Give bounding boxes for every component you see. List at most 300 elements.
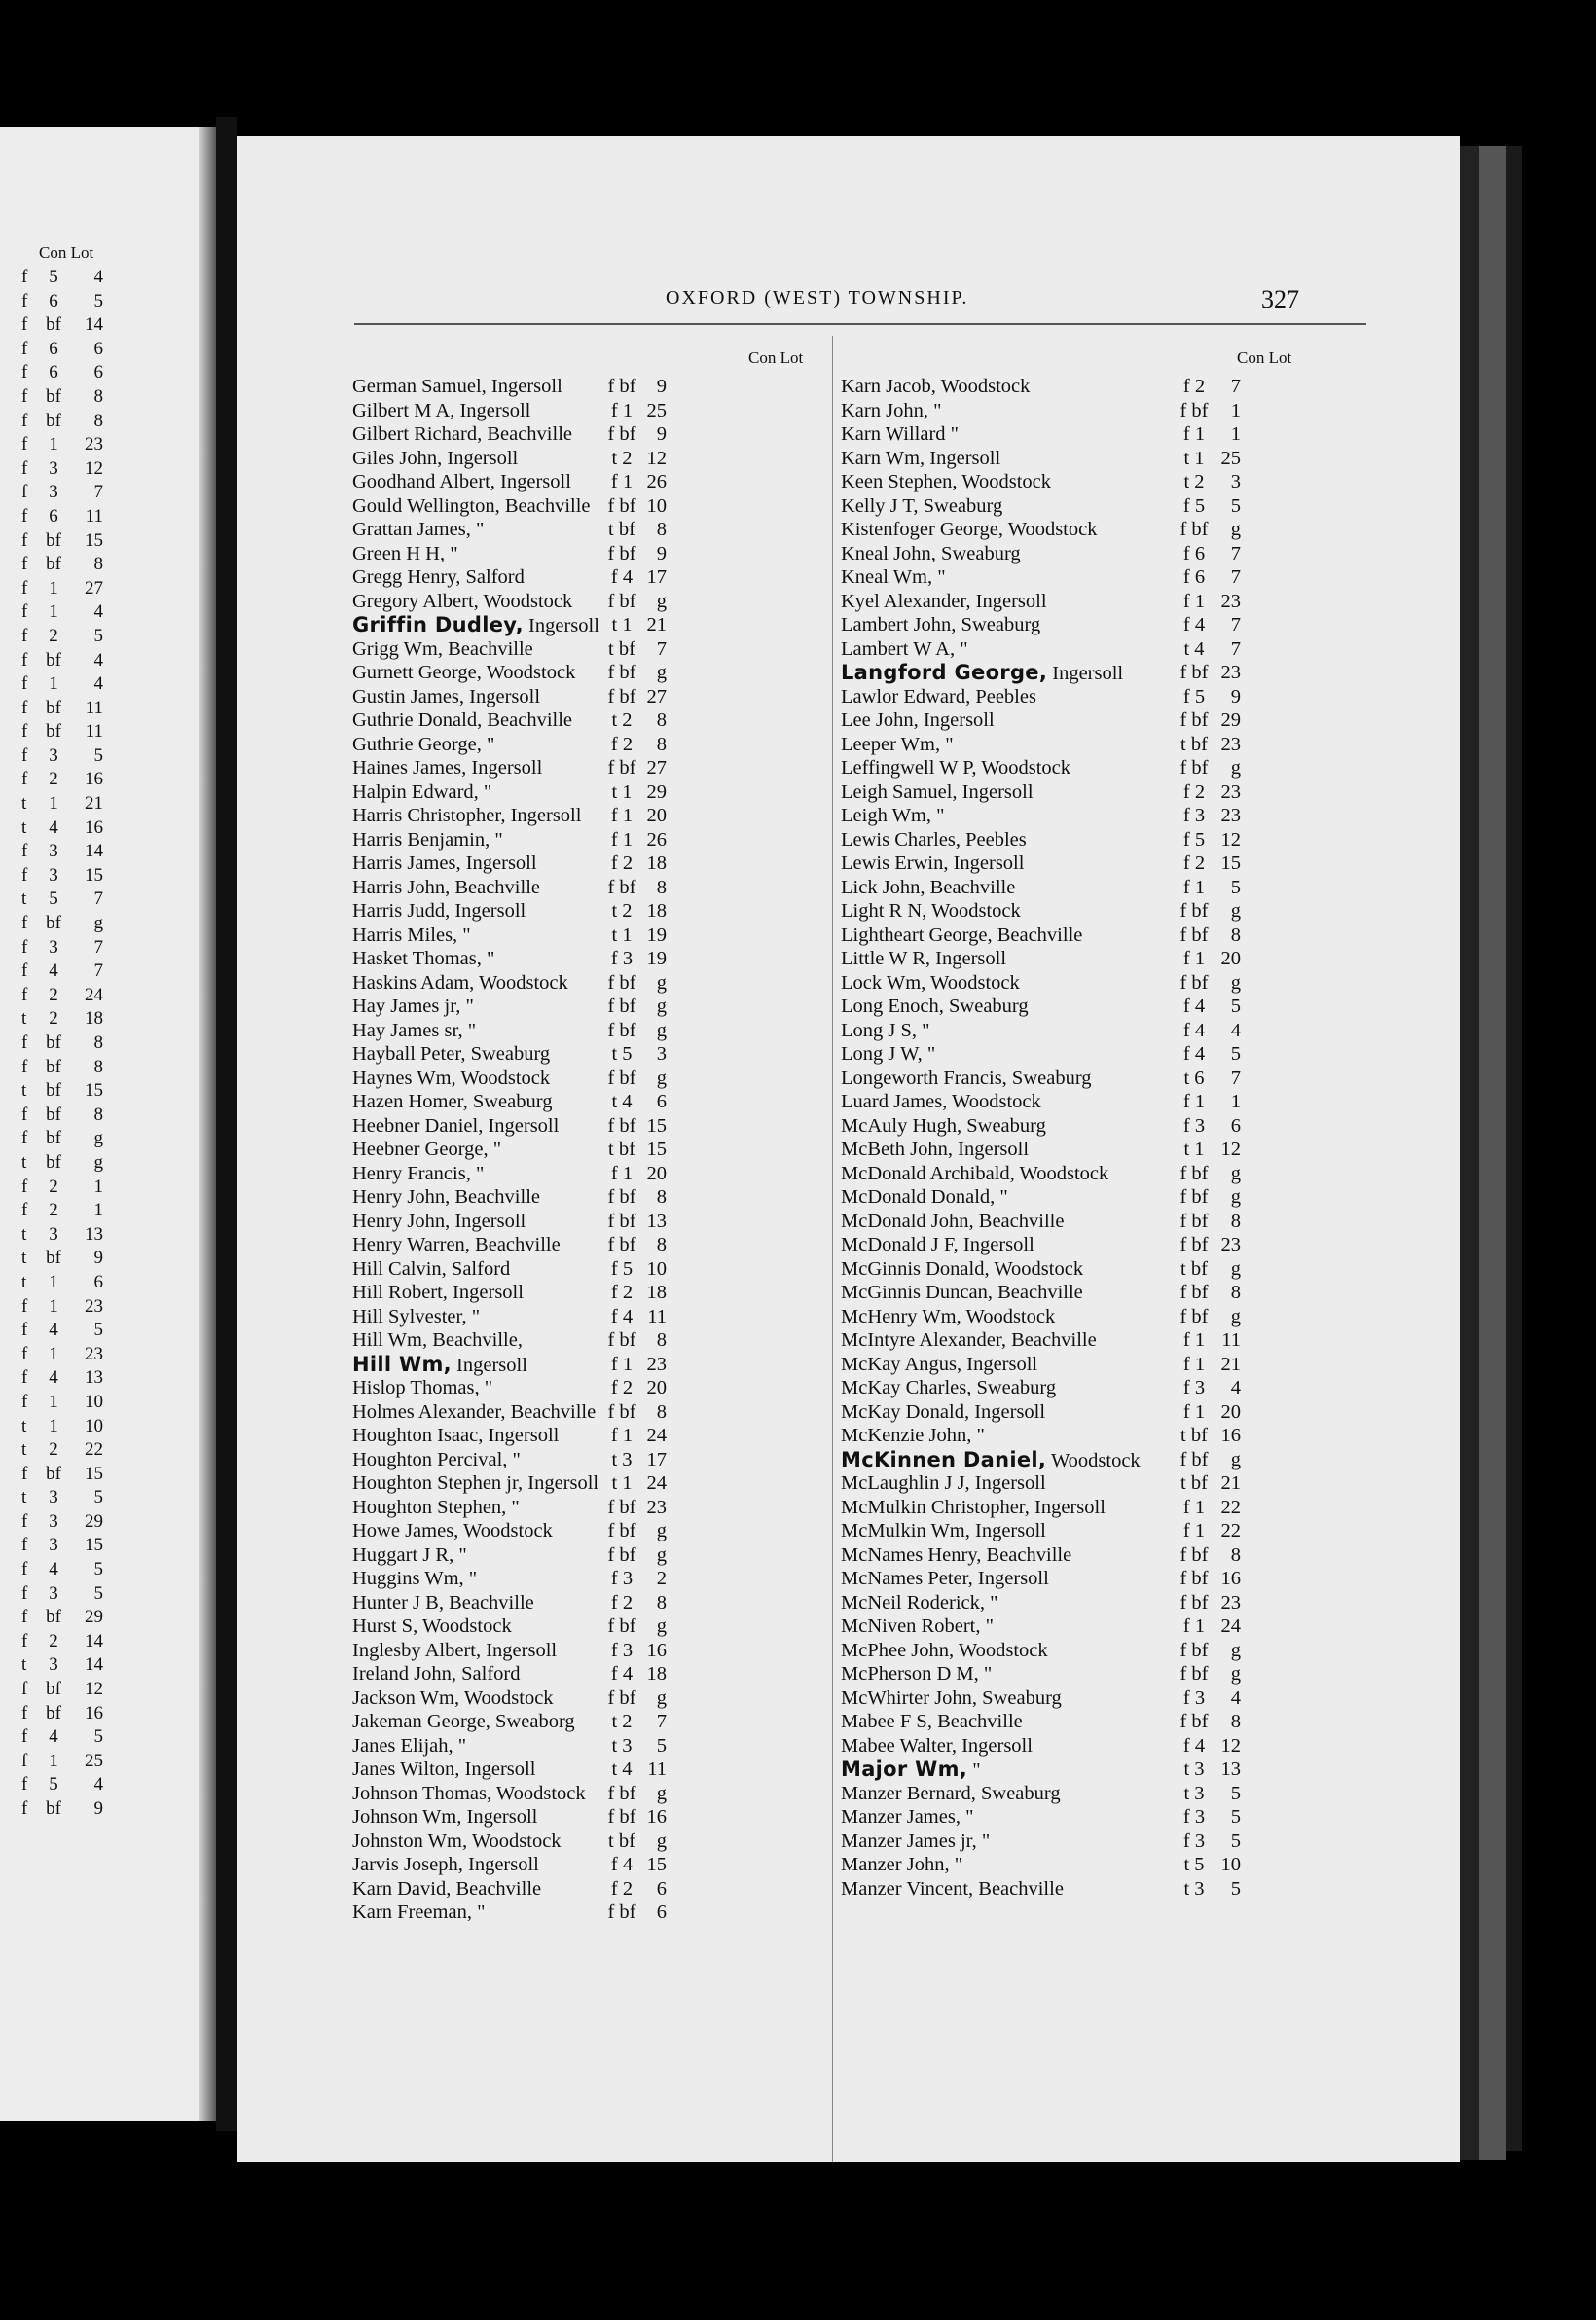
entry-con: f bf: [607, 1686, 636, 1709]
left-page-row: [21, 1391, 103, 1415]
entry-name: [841, 1114, 1046, 1139]
directory-entry: [841, 1877, 1386, 1902]
left-page-row: [21, 625, 103, 649]
entry-name-text: McDonald Donald, ": [841, 1186, 1008, 1208]
entry-lot: 17: [646, 1448, 667, 1470]
entry-name: [352, 613, 599, 638]
entry-name: [841, 1305, 1055, 1329]
left-page-cell: 5: [93, 1726, 103, 1748]
left-page-cell: 7: [93, 936, 103, 958]
entry-lot: 4: [1230, 1377, 1241, 1398]
entry-lot: 8: [656, 1234, 667, 1255]
directory-entry: [841, 590, 1386, 614]
entry-name: [841, 1233, 1034, 1257]
entry-lot: 21: [1220, 1472, 1241, 1494]
entry-lot: 5: [1230, 1043, 1241, 1065]
directory-entry: [352, 1328, 819, 1353]
entry-name: [352, 876, 540, 900]
left-page-cell: 15: [85, 1080, 103, 1102]
entry-lot: 29: [646, 780, 667, 803]
entry-name: [352, 1162, 484, 1186]
entry-name-text: Houghton Stephen, ": [352, 1496, 520, 1518]
entry-name-text: Green H H, ": [352, 542, 458, 564]
entry-name-text: Goodhand Albert, Ingersoll: [352, 471, 571, 492]
directory-entry: [352, 1877, 819, 1902]
entry-con: f 1: [1182, 1615, 1206, 1637]
left-page-row: [21, 936, 103, 961]
entry-name-text: Heebner George, ": [352, 1139, 502, 1160]
entry-con: f 4: [1182, 996, 1206, 1017]
entry-lot: 7: [1230, 566, 1241, 588]
left-page-cell: 6: [93, 1271, 103, 1292]
entry-name-text: Karn Wm, Ingersoll: [841, 447, 1001, 469]
entry-name: [352, 637, 533, 662]
left-page-cell: 6: [93, 362, 103, 383]
entry-con: t bf: [608, 1139, 635, 1160]
entry-name-text: Hislop Thomas, ": [352, 1377, 493, 1398]
entry-con: f 6: [1182, 542, 1206, 564]
entry-name-text: Gilbert Richard, Beachville: [352, 423, 572, 445]
directory-entry: [352, 1067, 819, 1091]
left-page-cell: 3: [49, 864, 58, 886]
left-page-cell: 15: [85, 529, 103, 551]
directory-entry: [841, 1162, 1386, 1186]
directory-entry: [352, 1162, 819, 1186]
entry-name-text: Henry John, Beachville: [352, 1186, 540, 1208]
directory-entry: [841, 1734, 1386, 1758]
directory-entry: [352, 1686, 819, 1711]
entry-con: f bf: [607, 494, 636, 517]
left-page-cell: 4: [93, 601, 103, 623]
entry-name: [841, 1734, 1033, 1758]
entry-con: f bf: [607, 542, 636, 564]
entry-name: [841, 1376, 1056, 1400]
left-page-cell: g: [93, 913, 103, 934]
entry-lot: 6: [656, 1091, 667, 1112]
entry-name: [841, 1067, 1092, 1091]
left-page-row: [21, 1151, 103, 1176]
entry-name-text: Mabee F S, Beachville: [841, 1711, 1023, 1732]
directory-entry: [352, 733, 819, 757]
left-page-row: [21, 338, 103, 362]
left-page-cell: 3: [49, 1582, 58, 1604]
entry-name: [352, 1376, 492, 1400]
entry-lot: 26: [646, 828, 667, 851]
left-page-cell: f: [21, 1104, 28, 1125]
left-page-cell: f: [21, 505, 28, 526]
entry-name: [841, 1662, 992, 1686]
entry-con: f bf: [607, 971, 636, 994]
entry-lot: 23: [1220, 1234, 1241, 1255]
entry-name-text: McDonald J F, Ingersoll: [841, 1234, 1034, 1255]
left-page-cell: t: [21, 1248, 27, 1269]
entry-lot: 24: [646, 1472, 667, 1494]
directory-entry: [841, 1233, 1386, 1257]
entry-name-text: Harris Miles, ": [352, 924, 471, 946]
left-page-cell: 2: [49, 769, 58, 790]
left-page-cell: bf: [46, 1056, 61, 1077]
entry-name: [352, 494, 591, 519]
directory-entry: [841, 1686, 1386, 1711]
entry-name: [352, 1496, 520, 1520]
entry-name: [841, 1328, 1097, 1353]
entry-name: [352, 1639, 557, 1663]
entry-lot: g: [656, 1615, 667, 1637]
entry-name-text: Griffin Dudley,: [352, 613, 524, 636]
left-page-row: [21, 1032, 103, 1056]
entry-con: f 4: [610, 566, 634, 588]
left-page-cell: f: [21, 529, 28, 551]
entry-lot: 10: [1220, 1854, 1241, 1875]
entry-lot: g: [1230, 1305, 1241, 1327]
left-page-cell: 6: [49, 290, 58, 311]
entry-name-text: Gilbert M A, Ingersoll: [352, 399, 531, 421]
left-page-cell: bf: [46, 1128, 61, 1149]
left-page-cell: 10: [85, 1415, 103, 1436]
entry-name-text: McKay Angus, Ingersoll: [841, 1353, 1038, 1375]
entry-name-text: Ireland John, Salford: [352, 1663, 521, 1685]
entry-lot: g: [1230, 1186, 1241, 1208]
entry-name: [841, 447, 1000, 471]
entry-name-text: McIntyre Alexander, Beachville: [841, 1329, 1097, 1351]
entry-lot: 15: [646, 1854, 667, 1875]
entry-con: f bf: [1179, 1210, 1209, 1232]
directory-entry: [841, 1639, 1386, 1663]
entry-name: [841, 470, 1051, 494]
entry-name-text: Karn Jacob, Woodstock: [841, 376, 1031, 397]
left-page-row: [21, 984, 103, 1008]
entry-name: [352, 1185, 540, 1210]
entry-location: Ingersoll: [1047, 663, 1124, 684]
entry-lot: 21: [1220, 1353, 1241, 1375]
directory-entry: [841, 1019, 1386, 1043]
header-rule: [354, 323, 1366, 325]
entry-name-text: Lewis Charles, Peebles: [841, 828, 1027, 851]
directory-entry: [352, 1019, 819, 1043]
left-page-cell: f: [21, 1750, 28, 1771]
left-page-cell: bf: [46, 385, 61, 407]
entry-lot: 12: [646, 447, 667, 469]
left-page-cell: 16: [85, 1702, 103, 1723]
entry-lot: 12: [1220, 1139, 1241, 1160]
entry-lot: g: [1230, 1448, 1241, 1470]
entry-name-text: McKay Donald, Ingersoll: [841, 1400, 1046, 1423]
entry-name: [352, 756, 542, 780]
left-page-cell: 3: [49, 841, 58, 862]
left-page-row: [21, 361, 103, 385]
entry-lot: 5: [1230, 876, 1241, 898]
entry-name-text: Guthrie George, ": [352, 733, 495, 755]
directory-entry: [841, 1710, 1386, 1734]
entry-con: f bf: [1179, 1448, 1209, 1470]
directory-entry: [841, 780, 1386, 805]
directory-entry: [352, 1758, 819, 1782]
left-page-cell: 7: [93, 482, 103, 503]
entry-name-text: Hunter J B, Beachville: [352, 1591, 534, 1613]
directory-entry: [352, 1185, 819, 1210]
entry-name-text: Hill Robert, Ingersoll: [352, 1282, 524, 1303]
left-page-cell: 4: [93, 673, 103, 695]
left-page-row: [21, 1247, 103, 1271]
entry-name: [841, 1591, 998, 1615]
left-page-cell: f: [21, 434, 28, 455]
entry-con: f 3: [610, 948, 634, 969]
entry-con: f 1: [1182, 1353, 1206, 1375]
page-edge: [1460, 146, 1479, 2160]
directory-entry: [352, 1210, 819, 1234]
entry-lot: g: [656, 1686, 667, 1709]
entry-name: [352, 1138, 501, 1162]
directory-entry: [841, 1591, 1386, 1615]
entry-name-text: Jakeman George, Sweaborg: [352, 1711, 575, 1732]
left-page-cell: 15: [85, 1535, 103, 1556]
directory-entry: [352, 1591, 819, 1615]
col2-header: Con Lot: [1237, 348, 1292, 367]
entry-name-text: Inglesby Albert, Ingersoll: [352, 1639, 558, 1661]
entry-con: f 2: [610, 733, 634, 755]
entry-name-text: Jarvis Joseph, Ingersoll: [352, 1854, 539, 1875]
left-page-cell: f: [21, 267, 28, 287]
entry-name: [841, 733, 954, 757]
left-page-cell: 27: [85, 577, 103, 598]
entry-name: [841, 1805, 973, 1830]
entry-name: [841, 995, 1029, 1019]
left-page-cell: 1: [49, 673, 58, 695]
entry-lot: 7: [656, 637, 667, 660]
directory-entry: [352, 399, 819, 423]
entry-name: [841, 1567, 1049, 1591]
directory-entry: [352, 899, 819, 924]
directory-entry: [352, 1639, 819, 1663]
left-page-row: [21, 1678, 103, 1702]
entry-con: f 1: [1182, 948, 1206, 969]
entry-name-text: Lewis Erwin, Ingersoll: [841, 852, 1025, 874]
left-page-cell: bf: [46, 721, 61, 743]
entry-name-text: Hay James sr, ": [352, 1019, 477, 1041]
left-page-cell: bf: [46, 1702, 61, 1723]
left-page-cell: 14: [85, 314, 103, 336]
entry-con: f 4: [610, 1854, 634, 1875]
entry-lot: 20: [1220, 948, 1241, 969]
left-page-row: [21, 505, 103, 529]
entry-name: [352, 1877, 541, 1902]
entry-lot: 23: [1220, 662, 1241, 683]
left-page-cell: f: [21, 1702, 28, 1723]
entry-name-text: Manzer Vincent, Beachville: [841, 1877, 1064, 1900]
entry-name: [352, 1400, 596, 1425]
entry-lot: 23: [1220, 733, 1241, 755]
entry-lot: 19: [646, 948, 667, 969]
entry-name-text: Heebner Daniel, Ingersoll: [352, 1114, 560, 1137]
entry-name: [352, 924, 471, 948]
entry-con: f bf: [607, 1543, 636, 1566]
left-page-row: [21, 1630, 103, 1654]
entry-lot: 2: [656, 1568, 667, 1589]
entry-name-text: McNames Henry, Beachville: [841, 1543, 1072, 1566]
entry-lot: 17: [646, 566, 667, 588]
entry-con: f 5: [1182, 494, 1206, 517]
left-page-cell: bf: [46, 1080, 61, 1102]
entry-lot: 9: [656, 423, 667, 445]
entry-name: [352, 1567, 477, 1591]
left-page-cell: 11: [85, 505, 103, 526]
entry-lot: 25: [646, 399, 667, 421]
directory-entry: [841, 518, 1386, 542]
entry-lot: 22: [1220, 1520, 1241, 1541]
left-page-cell: 3: [49, 1535, 58, 1556]
entry-lot: 16: [646, 1806, 667, 1828]
entry-lot: 7: [656, 1711, 667, 1732]
entry-lot: 21: [646, 614, 667, 635]
entry-lot: g: [1230, 757, 1241, 779]
directory-entry: [352, 1090, 819, 1114]
running-head: OXFORD (WEST) TOWNSHIP.: [666, 287, 969, 308]
left-page-cell: t: [21, 1008, 27, 1030]
left-page-cell: bf: [46, 649, 61, 671]
entry-lot: 5: [1230, 1877, 1241, 1900]
left-page-cell: bf: [46, 529, 61, 551]
entry-name: [352, 422, 572, 447]
entry-name: [352, 1614, 512, 1639]
entry-lot: 7: [1230, 376, 1241, 397]
entry-name-text: Haynes Wm, Woodstock: [352, 1067, 551, 1089]
entry-name-text: McNeil Roderick, ": [841, 1591, 998, 1613]
left-page-cell: f: [21, 1630, 28, 1651]
entry-name: [352, 708, 572, 733]
entry-name-text: Manzer James jr, ": [841, 1830, 991, 1852]
left-page-cell: 3: [49, 482, 58, 503]
entry-lot: g: [1230, 1663, 1241, 1685]
left-page-cell: f: [21, 936, 28, 958]
entry-name-text: Houghton Isaac, Ingersoll: [352, 1425, 560, 1446]
entry-name-text: Johnson Thomas, Woodstock: [352, 1782, 586, 1804]
left-page-cell: f: [21, 410, 28, 431]
entry-name-text: Hayball Peter, Sweaburg: [352, 1043, 551, 1065]
directory-entry: [841, 1305, 1386, 1329]
entry-lot: 20: [646, 1162, 667, 1184]
left-page-row: [21, 385, 103, 410]
directory-entry: [841, 1210, 1386, 1234]
entry-lot: 18: [646, 900, 667, 922]
entry-name-text: Gurnett George, Woodstock: [352, 662, 576, 683]
directory-entry: [841, 1400, 1386, 1425]
entry-con: f 3: [1182, 805, 1206, 826]
entry-name-text: Hay James jr, ": [352, 996, 474, 1017]
entry-con: f 1: [610, 471, 634, 492]
entry-con: f 2: [1182, 852, 1206, 874]
entry-lot: 3: [1230, 471, 1241, 492]
entry-con: t 5: [611, 1043, 633, 1065]
left-page-row: [21, 1725, 103, 1750]
entry-name-text: Giles John, Ingersoll: [352, 447, 519, 469]
directory-entry: [841, 685, 1386, 709]
directory-entry: [352, 447, 819, 471]
entry-name-text: McNames Peter, Ingersoll: [841, 1568, 1049, 1589]
left-page-cell: 12: [85, 457, 103, 479]
left-page-cell: 3: [49, 936, 58, 958]
left-page-cell: 1: [49, 1343, 58, 1364]
entry-lot: 3: [656, 1043, 667, 1065]
entry-con: f bf: [607, 590, 636, 612]
left-page-cell: f: [21, 1128, 28, 1149]
left-page-cell: 5: [93, 1320, 103, 1341]
entry-con: f bf: [607, 1019, 636, 1041]
entry-name: [352, 852, 537, 876]
entry-name: [352, 1448, 521, 1472]
left-page-cell: 2: [49, 625, 58, 646]
directory-entry: [841, 1782, 1386, 1806]
left-page-row: [21, 888, 103, 912]
directory-entry: [841, 1185, 1386, 1210]
entry-lot: g: [656, 1543, 667, 1566]
page-shadow: [199, 127, 216, 2121]
left-page-row: [21, 960, 103, 984]
entry-name: [841, 518, 1097, 542]
directory-entry: [841, 565, 1386, 590]
entry-name: [352, 518, 484, 542]
entry-name-text: McMulkin Christopher, Ingersoll: [841, 1496, 1106, 1518]
entry-lot: 7: [1230, 542, 1241, 564]
entry-name: [352, 1662, 521, 1686]
left-page-cell: 11: [85, 721, 103, 743]
directory-entry: [352, 1471, 819, 1496]
entry-lot: g: [1230, 971, 1241, 994]
left-page-cell: 3: [49, 1487, 58, 1508]
entry-con: t 3: [1183, 1782, 1205, 1804]
directory-entry: [352, 1400, 819, 1425]
entry-name: [352, 470, 571, 494]
column-2: [841, 375, 1386, 1901]
directory-entry: [841, 1090, 1386, 1114]
left-page-row: [21, 1582, 103, 1607]
left-page-cell: f: [21, 984, 28, 1005]
entry-name: [352, 780, 491, 805]
entry-name: [841, 1519, 1046, 1543]
directory-entry: [841, 1496, 1386, 1520]
left-page-cell: 9: [93, 1248, 103, 1269]
entry-name: [352, 1591, 534, 1615]
entry-name: [841, 1614, 994, 1639]
entry-location: Woodstock: [1046, 1449, 1141, 1471]
left-page-cell: f: [21, 1295, 28, 1317]
entry-name: [352, 1090, 552, 1114]
left-page-cell: 4: [93, 649, 103, 671]
entry-con: f 1: [610, 828, 634, 851]
directory-entry: [352, 590, 819, 614]
left-page-cell: f: [21, 1607, 28, 1628]
entry-name-text: Lightheart George, Beachville: [841, 924, 1083, 946]
entry-con: t 4: [611, 1758, 633, 1780]
entry-name: [841, 708, 995, 733]
entry-name: [841, 1185, 1008, 1210]
entry-lot: 15: [1220, 852, 1241, 874]
entry-con: f bf: [1179, 900, 1209, 922]
entry-name: [841, 1496, 1106, 1520]
directory-entry: [841, 399, 1386, 423]
entry-con: f 1: [610, 399, 634, 421]
left-page-row: [21, 1415, 103, 1439]
left-page-cell: f: [21, 697, 28, 718]
entry-lot: 5: [656, 1734, 667, 1757]
entry-name: [841, 590, 1047, 614]
entry-name: [352, 1805, 537, 1830]
entry-lot: 8: [1230, 1210, 1241, 1232]
left-page-cell: 6: [49, 338, 58, 359]
entry-lot: g: [656, 590, 667, 612]
entry-con: t 1: [611, 614, 633, 635]
left-page-cell: f: [21, 1176, 28, 1197]
entry-con: f 2: [610, 1877, 634, 1900]
